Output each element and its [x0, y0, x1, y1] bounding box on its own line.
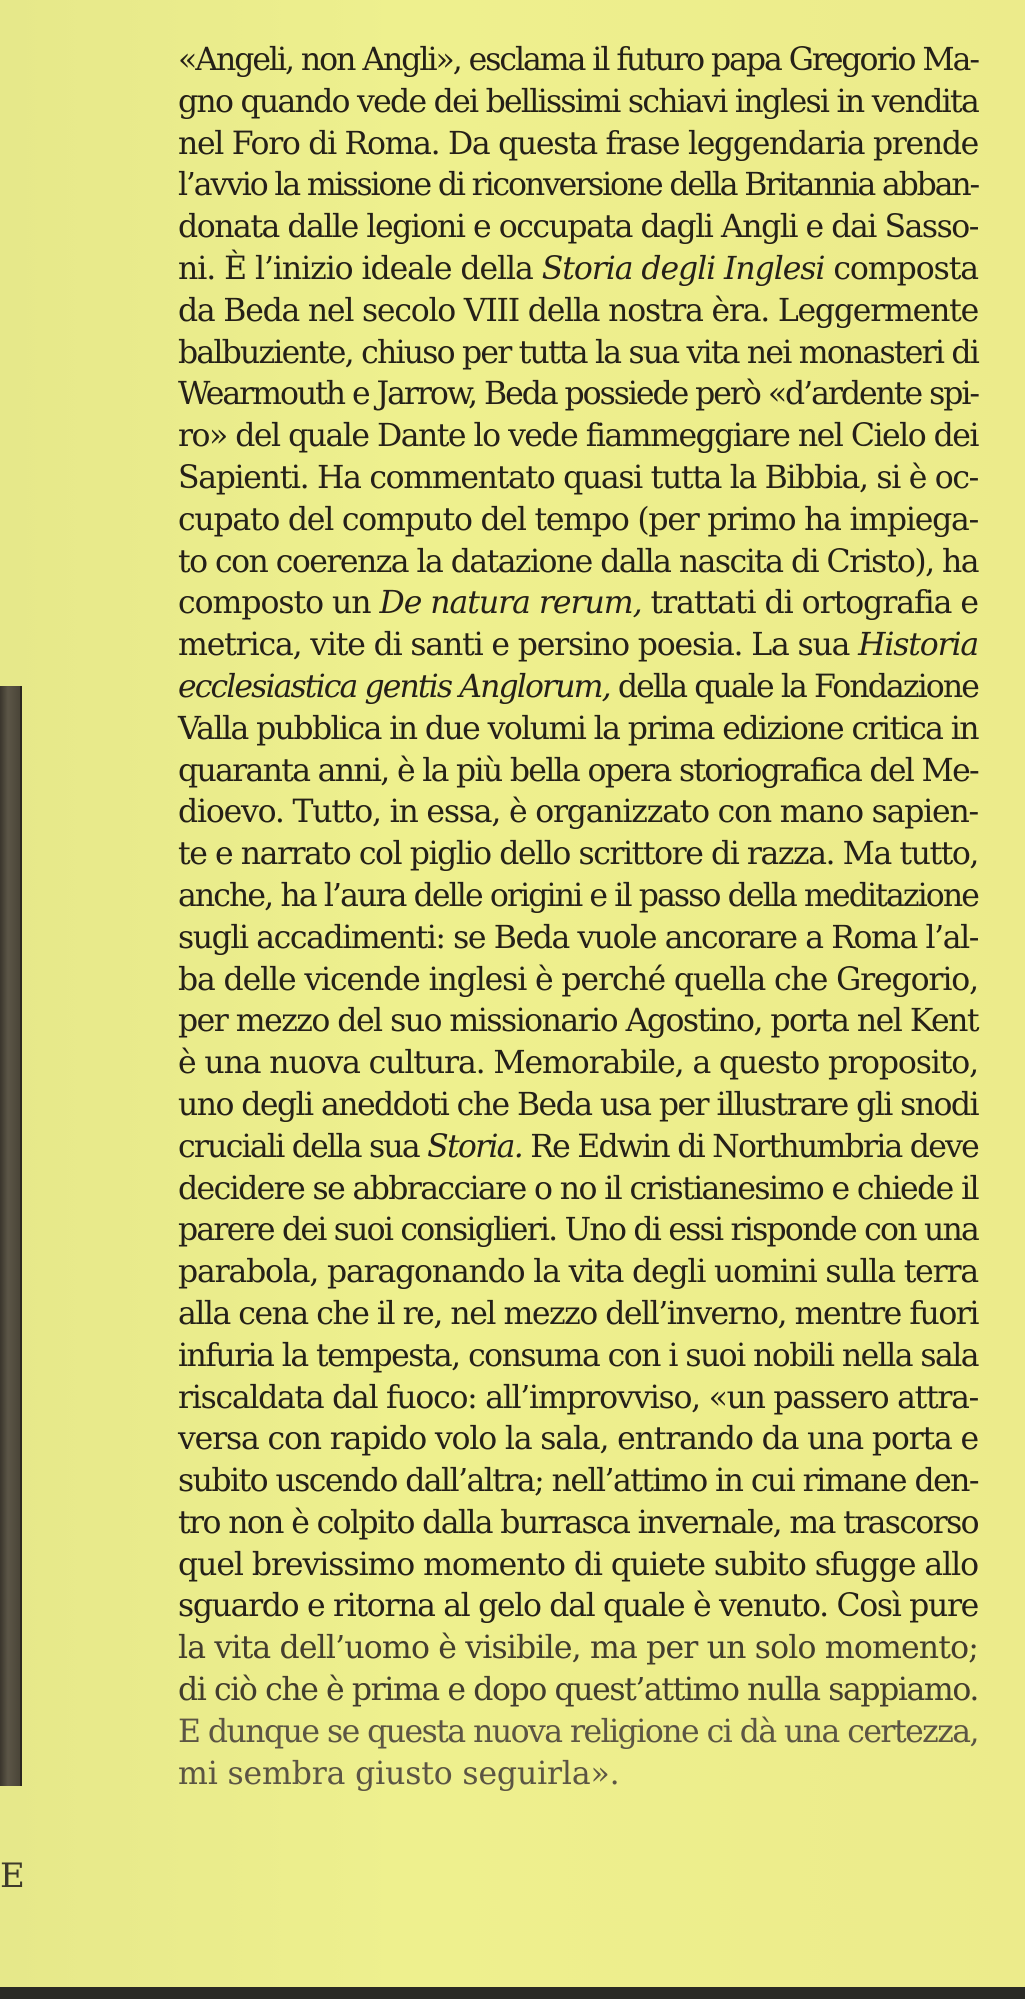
- scan-bottom-edge: [0, 1987, 1025, 1999]
- adjacent-page-strip: [0, 686, 22, 1786]
- text-line: [178, 751, 978, 793]
- text-line: [178, 124, 978, 166]
- text-segment: donata dalle legioni e occupata dagli Angli e dai Sasso-: [178, 209, 978, 246]
- text-line: [178, 291, 978, 333]
- text-segment: ba delle vicende inglesi è perché quella che Gregorio,: [178, 961, 978, 998]
- text-line: [178, 1210, 978, 1252]
- text-segment: di ciò che è prima e dopo quest’attimo nulla sappiamo.: [178, 1672, 978, 1709]
- text-segment: E dunque se questa nuova religione ci dà una certezza,: [178, 1713, 978, 1750]
- text-line: [178, 792, 978, 834]
- text-segment: cupato del computo del tempo (per primo ha impiega-: [178, 501, 978, 538]
- text-segment: dioevo. Tutto, in essa, è organizzato con mano sapien-: [178, 794, 978, 831]
- text-line: [178, 1670, 978, 1712]
- text-line: [178, 918, 978, 960]
- text-line: [178, 416, 978, 458]
- text-segment: della quale la Fondazione: [609, 668, 978, 705]
- text-line: [178, 40, 978, 82]
- text-segment: nel Foro di Roma. Da questa frase leggendaria prende: [178, 125, 978, 162]
- text-segment: balbuziente, chiuso per tutta la sua vita nei monasteri di: [178, 334, 978, 371]
- text-line: [178, 1586, 978, 1628]
- text-line: [178, 333, 978, 375]
- text-line: [178, 876, 978, 918]
- italic-title: De natura rerum,: [379, 585, 642, 622]
- text-segment: da Beda nel secolo VIII della nostra èra. Leggermente: [178, 292, 978, 329]
- text-line: [178, 1754, 978, 1796]
- text-segment: versa con rapido volo la sala, entrando da una porta e: [178, 1421, 978, 1458]
- text-segment: sugli accadimenti: se Beda vuole ancorare a Roma l’al-: [178, 919, 978, 956]
- text-line: [178, 1169, 978, 1211]
- text-line: [178, 1712, 978, 1754]
- body-text: [178, 40, 978, 1795]
- text-line: [178, 1378, 978, 1420]
- text-segment: gno quando vede dei bellissimi schiavi inglesi in vendita: [178, 83, 978, 120]
- text-line: [178, 583, 978, 625]
- text-segment: decidere se abbracciare o no il cristianesimo e chiede il: [178, 1170, 978, 1207]
- text-segment: metrica, vite di santi e persino poesia. La sua: [178, 627, 859, 664]
- text-segment: Sapienti. Ha commentato quasi tutta la Bibbia, si è oc-: [178, 459, 978, 496]
- text-segment: cruciali della sua: [178, 1128, 428, 1165]
- italic-title: Storia degli Inglesi: [541, 250, 825, 287]
- text-line: [178, 667, 978, 709]
- text-segment: ro» del quale Dante lo vede fiammeggiare nel Cielo dei: [178, 418, 978, 455]
- text-line: [178, 1545, 978, 1587]
- text-segment: riscaldata dal fuoco: all’improvviso, «un passero attra-: [178, 1379, 978, 1416]
- text-line: [178, 1503, 978, 1545]
- text-segment: mi sembra giusto seguirla».: [178, 1755, 620, 1792]
- text-line: [178, 834, 978, 876]
- text-segment: per mezzo del suo missionario Agostino, porta nel Kent: [178, 1003, 978, 1040]
- text-line: [178, 1336, 978, 1378]
- text-segment: anche, ha l’aura delle origini e il passo della meditazione: [178, 877, 978, 914]
- text-line: [178, 709, 978, 751]
- text-line: [178, 1001, 978, 1043]
- text-line: [178, 542, 978, 584]
- text-segment: parere dei suoi consiglieri. Uno di essi risponde con una: [178, 1212, 978, 1249]
- text-segment: Wearmouth e Jarrow, Beda possiede però «d’ardente spi-: [178, 376, 978, 413]
- text-segment: alla cena che il re, nel mezzo dell’inverno, mentre fuori: [178, 1295, 978, 1332]
- text-segment: quaranta anni, è la più bella opera storiografica del Me-: [178, 752, 978, 789]
- text-segment: parabola, paragonando la vita degli uomini sulla terra: [178, 1254, 978, 1291]
- italic-title: Historia: [858, 627, 978, 664]
- text-line: [178, 1294, 978, 1336]
- text-line: [178, 625, 978, 667]
- text-line: [178, 1628, 978, 1670]
- text-segment: Valla pubblica in due volumi la prima edizione critica in: [178, 710, 978, 747]
- text-segment: composta: [824, 250, 978, 287]
- text-line: [178, 82, 978, 124]
- text-line: [178, 960, 978, 1002]
- text-line: [178, 165, 978, 207]
- text-segment: tro non è colpito dalla burrasca invernale, ma trascorso: [178, 1504, 978, 1541]
- italic-title: Storia.: [427, 1128, 522, 1165]
- text-line: [178, 1085, 978, 1127]
- text-segment: subito uscendo dall’altra; nell’attimo in cui rimane den-: [178, 1463, 978, 1500]
- text-segment: è una nuova cultura. Memorabile, a questo proposito,: [178, 1045, 978, 1082]
- text-segment: ni. È l’inizio ideale della: [178, 250, 542, 287]
- text-line: [178, 1252, 978, 1294]
- text-line: [178, 249, 978, 291]
- text-line: [178, 458, 978, 500]
- text-segment: trattati di ortografia e: [641, 585, 978, 622]
- text-line: [178, 1043, 978, 1085]
- edge-letter: E: [0, 1856, 25, 1896]
- text-segment: l’avvio la missione di riconversione della Britannia abban-: [178, 167, 978, 204]
- text-segment: Re Edwin di Northumbria deve: [521, 1128, 978, 1165]
- text-segment: la vita dell’uomo è visibile, ma per un solo momento;: [178, 1630, 978, 1667]
- text-segment: infuria la tempesta, consuma con i suoi nobili nella sala: [178, 1337, 978, 1374]
- text-line: [178, 207, 978, 249]
- text-segment: uno degli aneddoti che Beda usa per illustrare gli snodi: [178, 1086, 978, 1123]
- text-segment: quel brevissimo momento di quiete subito sfugge allo: [178, 1546, 978, 1583]
- text-line: [178, 1461, 978, 1503]
- text-segment: sguardo e ritorna al gelo dal quale è venuto. Così pure: [178, 1588, 978, 1625]
- text-line: [178, 374, 978, 416]
- text-line: [178, 500, 978, 542]
- text-segment: composto un: [178, 585, 380, 622]
- text-line: [178, 1127, 978, 1169]
- text-line: [178, 1419, 978, 1461]
- text-segment: «Angeli, non Angli», esclama il futuro papa Gregorio Ma-: [178, 42, 978, 78]
- text-segment: to con coerenza la datazione dalla nascita di Cristo), ha: [178, 543, 978, 580]
- italic-title: ecclesiastica gentis Anglorum,: [178, 668, 610, 705]
- text-segment: te e narrato col piglio dello scrittore di razza. Ma tutto,: [178, 836, 978, 873]
